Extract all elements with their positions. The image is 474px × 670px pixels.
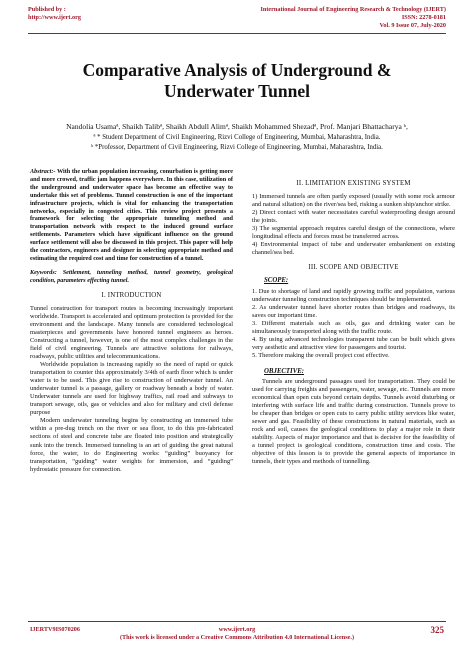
- section-heading-introduction: I. INTRODUCTION: [101, 291, 162, 299]
- limitation-item: 1) Immersed tunnels are often partly exposed (usually with some rock armour and natural siltation) on the river/sea bed, risking a sunken ship/anchor strike.: [252, 193, 455, 209]
- published-by: Published by :: [28, 6, 66, 13]
- abstract-text: With the urban population increasing, conurbation is getting more and more crowed, traffic jam happens everywhere. In this case, utilization of the underground and underwater space has become an effective way to undertake this set of problems. Tunnel construction is one of the important infrastructure projects, which is vital for enhancing the transportation networks, especially in congested cities. This review project presents a framework for selecting the appropriate tunneling method and transportation network with respect to the induced ground surface settlements. Parameters which have significant influence on the ground surface settlement will also be discussed in this project. This paper will help the contractors, engineers and designer in selecting appropriate method and estimating the required cost and time for construction of a tunnel.: [30, 168, 233, 262]
- publisher-link[interactable]: http://www.ijert.org: [28, 14, 81, 21]
- journal-name: International Journal of Engineering Research & Technology (IJERT): [260, 6, 446, 13]
- affiliation-students: ª * Student Department of Civil Engineering, Rizvi College of Engineering, Mumbai, Maharashtra, India.: [93, 134, 381, 141]
- header-right: [261, 6, 446, 30]
- paper-id: IJERTV9IS070206: [30, 626, 80, 633]
- title-line-2: Underwater Tunnel: [163, 81, 311, 101]
- footer-center: [0, 626, 474, 642]
- scope-item: 2. As underwater tunnel have shorter routes than bridges and roadways, its saves our important time.: [252, 303, 455, 319]
- keywords: Keywords: Settlement, tunneling method, tunnel geometry, geological condition, parameters effecting tunnel.: [30, 268, 233, 284]
- license-note: (This work is licensed under a Creative Commons Attribution 4.0 International License.): [119, 634, 355, 641]
- scope-item: 4. By using advanced technologies transparent tube can be built which gives very aesthetic and attractive view for passengers and tourist.: [252, 335, 455, 351]
- footer-site-link[interactable]: www.ijert.org: [218, 626, 256, 633]
- header-left: [28, 6, 81, 22]
- intro-paragraph-2: Worldwide population is increasing rapidly so the need of rapid or quick transportation to counter this approximately 3/4th of earth floor which is under water is to be used. This give rise to construction of underwater tunnel. An underwater tunnel is a passage, gallery or roadway beneath a body of water. Underwater tunnels are used for highway traffics, rail road and subways to transport sewage, oils, gas or vehicles and also for military and civil defense purpose: [30, 361, 233, 417]
- section-heading-limitation: II. LIMITATION EXISTING SYSTEM: [296, 180, 411, 187]
- issn: ISSN: 2278-0181: [401, 14, 446, 21]
- right-column: [252, 168, 455, 467]
- objective-paragraph: Tunnels are underground passages used for transportation. They could be used for carrying freights and passengers, water, sewage, etc. Tunnels are more economical than open cuts beyond certain depths. Tunnels avoid disturbing or interfering with surface life and traffic during construction. Tunnels prove to be cheaper than bridges or open cuts to carry public utility services like water, sewer and gas. Feasibility of these constructions in natural materials, such as rock and soil, causes the geological conditions to play a major role in their stability. Aspects of major importance and that is decisive for the feasibility of a tunnel project is geological conditions, construction time and costs. The objective of this lesson is to provide the general aspects of importance in tunnels, their types and methods of tunnelling.: [252, 377, 455, 466]
- volume-issue: Vol. 9 Issue 07, July-2020: [379, 22, 446, 29]
- scope-item: 3. Different materials such as oils, gas and drinking water can be simultaneously transported along with the traffic route.: [252, 319, 455, 335]
- scope-item: 5. Therefore making the overall project cost effective.: [252, 351, 390, 359]
- limitation-item: 4) Environmental impact of tube and underwater embankment on existing channel/sea bed.: [252, 241, 455, 257]
- intro-paragraph-1: Tunnel construction for transport routes is becoming increasingly important worldwide. Transport is accelerated and optimum protection is provided for the environment and the landscape. Many tunnels are considered technological masterpieces and governments have honored tunnel engineers as heroes. Constructing a tunnel, however, is one of the most complex challenges in the field of civil engineering. Tunnels are attractive solutions for railways, roadways, public utilities and telecommunications.: [30, 304, 233, 361]
- page-number: 325: [430, 625, 444, 635]
- footer-rule: [28, 621, 446, 622]
- author-list: Nandolia Usamaª, Shaikh Talibª, Shaikh Abdull Alimª, Shaikh Mohammed Shezadª, Prof. Manjari Bhattacharya ᵇ,: [66, 122, 408, 131]
- paper-title: [28, 60, 446, 102]
- header-rule: [28, 33, 446, 34]
- affiliation-professor: ᵇ *Professor, Department of Civil Engineering, Rizvi College of Engineering, Mumbai, Maharashtra, India.: [91, 144, 383, 151]
- subheading-scope: SCOPE:: [264, 277, 289, 285]
- intro-paragraph-3: Modern underwater tunneling begins by constructing an immersed tube within a pre-dug trench on the river or sea floor, to do this pre-fabricated sections of steel and concrete tube are floated into position and strategically sunk into the trench. Immersed tunneling is an art of guiding the great natural force, the water, to do Engineering works: “guiding” buoyancy for transportation, “guiding” water weights for immersion, and “guiding” hydrostatic pressure for connection.: [30, 417, 233, 473]
- abstract-label: Abstract:-: [30, 168, 56, 175]
- left-column: [30, 168, 233, 474]
- subheading-objective: OBJECTIVE:: [264, 367, 305, 375]
- scope-item: 1. Due to shortage of land and rapidly growing traffic and population, various underwater tunneling construction techniques should be implemented.: [252, 287, 455, 303]
- section-heading-scope: III. SCOPE AND OBJECTIVE: [308, 264, 399, 272]
- limitation-item: 2) Direct contact with water necessitates careful waterproofing design around the joints.: [252, 209, 455, 225]
- abstract: [30, 168, 233, 263]
- title-line-1: Comparative Analysis of Underground &: [82, 60, 392, 80]
- limitation-item: 3) The segmental approach requires careful design of the connections, where longitudinal effects and forces must be transferred across.: [252, 225, 455, 241]
